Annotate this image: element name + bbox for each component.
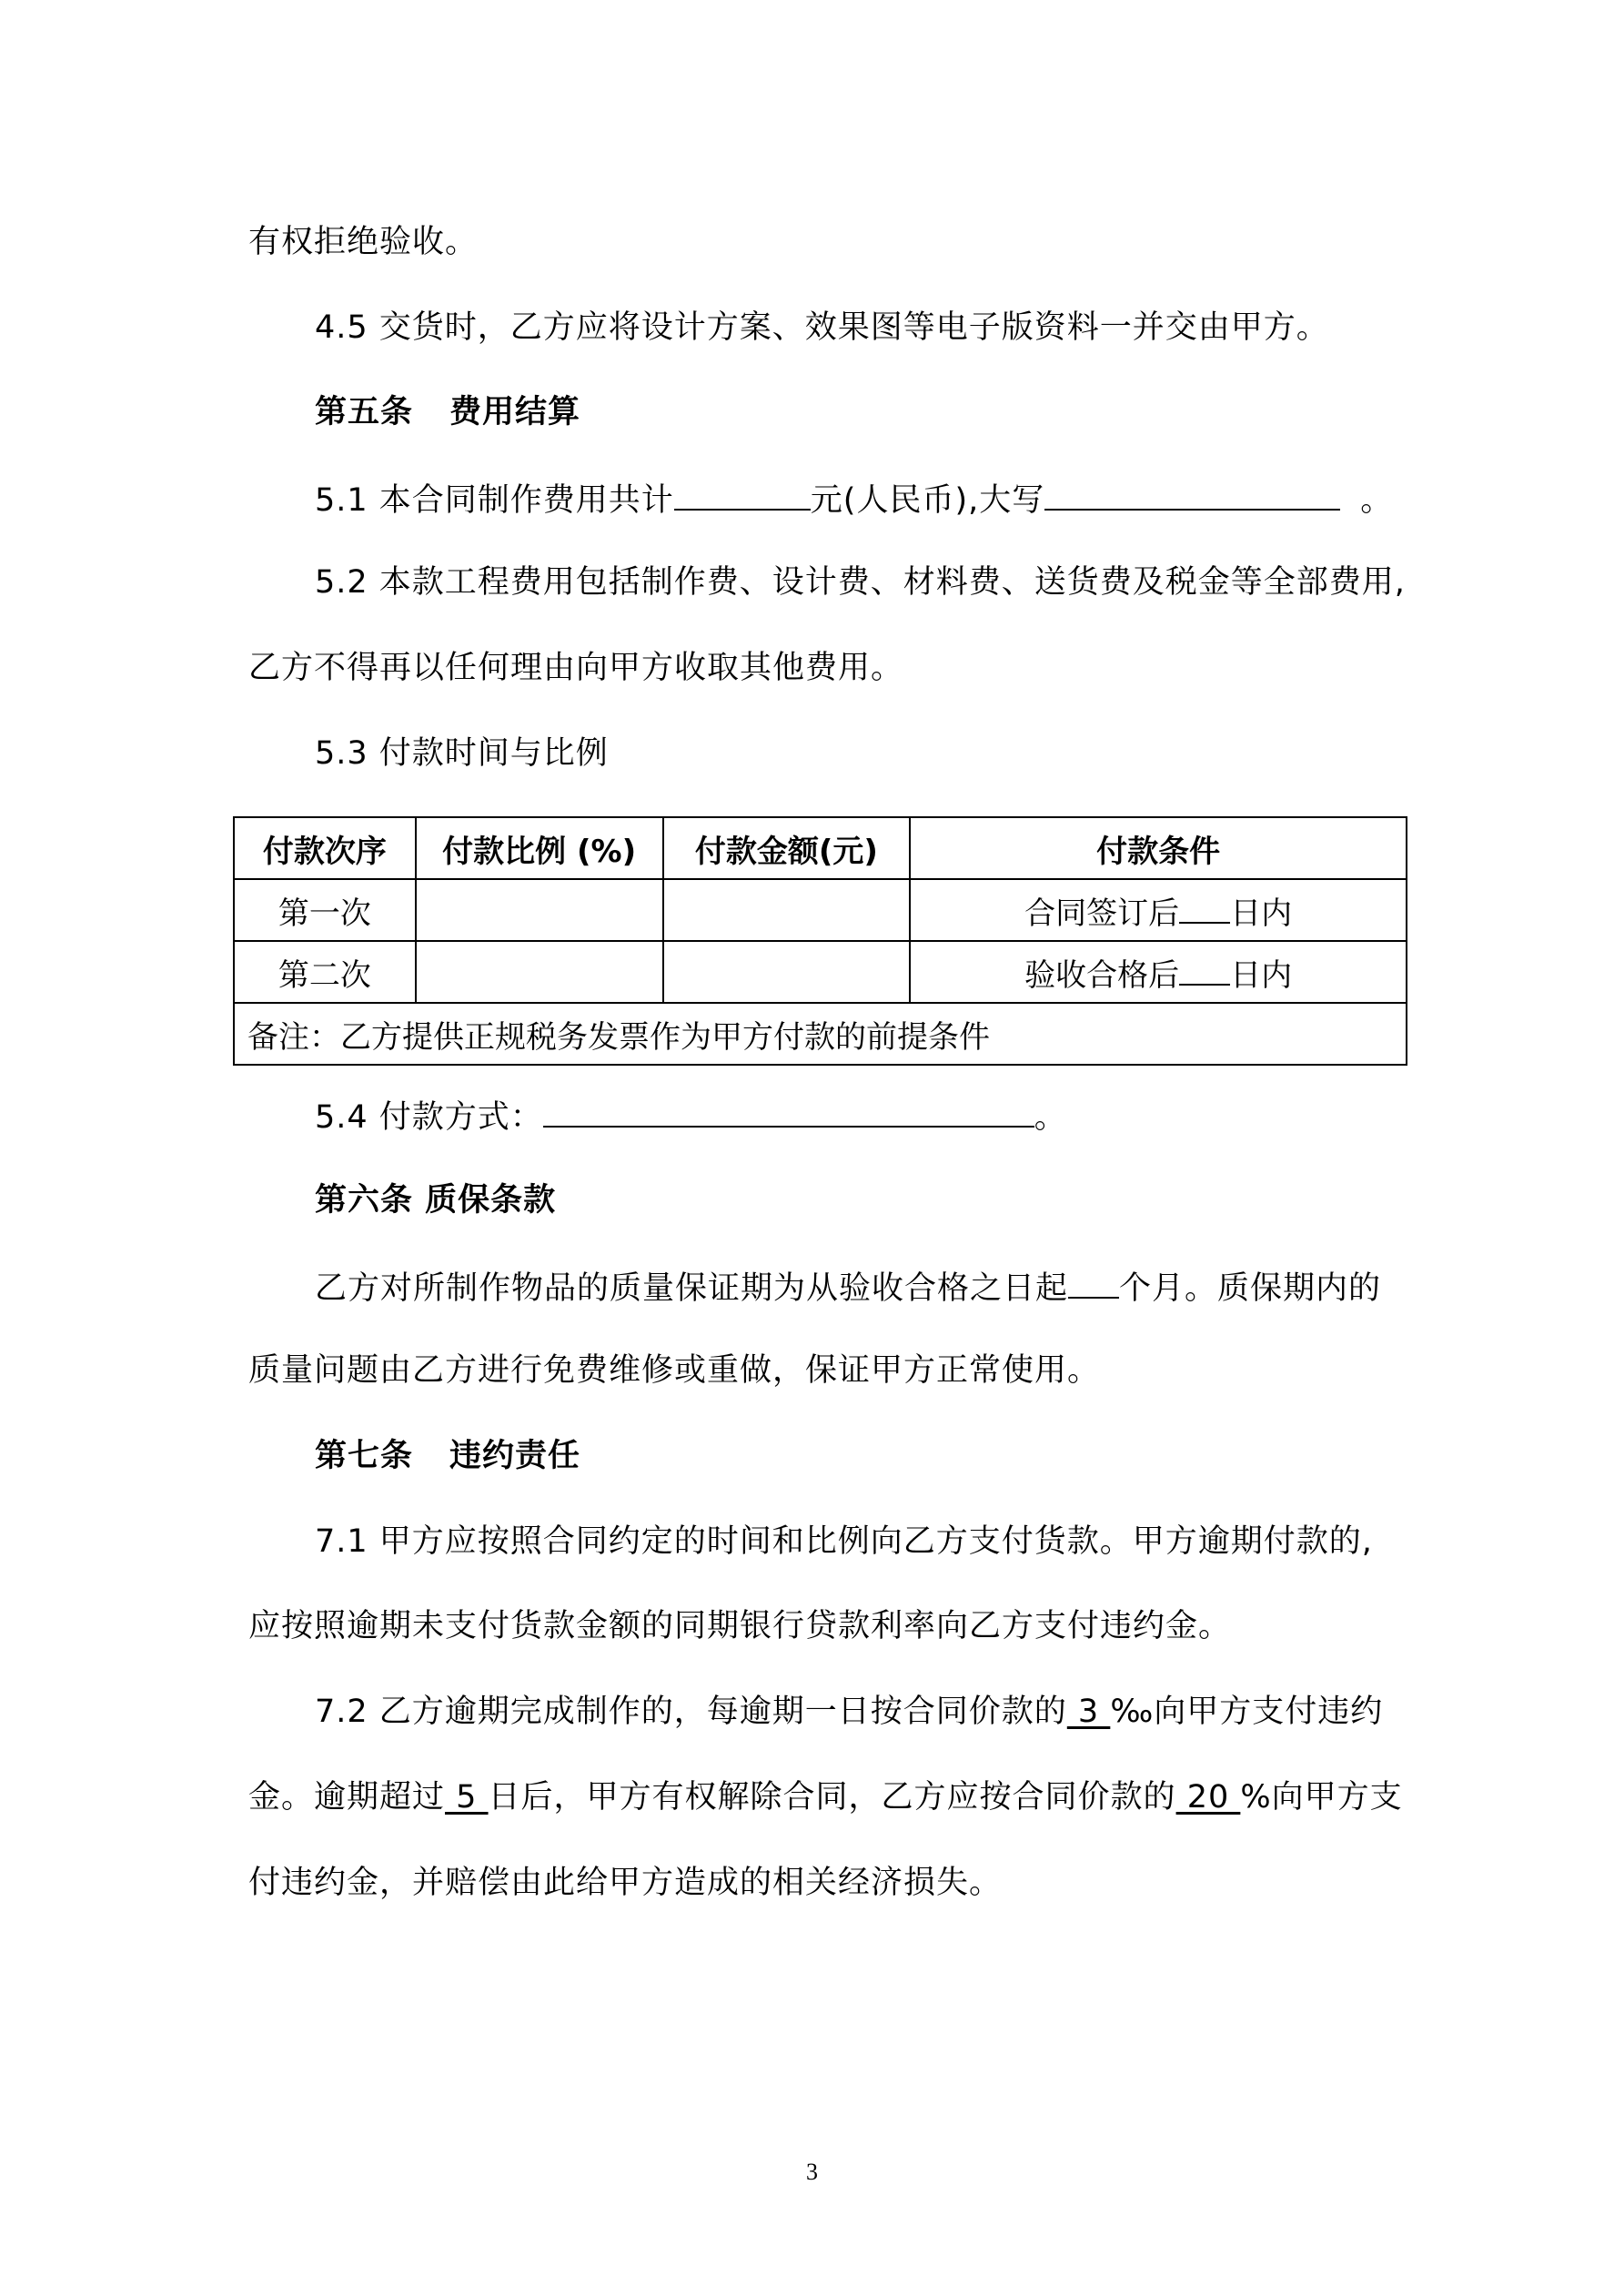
text: 乙方不得再以任何理由向甲方收取其他费用。 bbox=[248, 650, 904, 686]
condition-text: 日内 bbox=[1230, 895, 1293, 932]
table-row bbox=[234, 941, 1407, 1003]
text: 个月。质保期内的 bbox=[1119, 1270, 1382, 1307]
section-title: 费用结算 bbox=[449, 394, 581, 430]
text: 应按照逾期未支付货款金额的同期银行贷款利率向乙方支付违约金。 bbox=[248, 1608, 1232, 1644]
header-condition: 付款条件 bbox=[910, 817, 1407, 879]
cell-order: 第二次 bbox=[234, 941, 416, 1003]
table-header-row bbox=[234, 817, 1407, 879]
text: 有权拒绝验收。 bbox=[248, 224, 479, 260]
text: 5.1 本合同制作费用共计 bbox=[315, 482, 674, 519]
amount-blank bbox=[674, 480, 811, 511]
text: 4.5 交货时，乙方应将设计方案、效果图等电子版资料一并交由甲方。 bbox=[315, 309, 1329, 346]
text: 付违约金，并赔偿由此给甲方造成的相关经济损失。 bbox=[248, 1865, 1003, 1901]
cell-condition bbox=[910, 879, 1407, 941]
text: 5.4 付款方式： bbox=[315, 1099, 543, 1136]
clause-7-1-line1 bbox=[315, 1523, 1461, 1560]
section-number: 第七条 bbox=[315, 1438, 414, 1474]
clause-7-2-line3 bbox=[248, 1865, 1395, 1901]
header-order: 付款次序 bbox=[234, 817, 416, 879]
overdue-days-value: 5 bbox=[445, 1779, 489, 1816]
section-title: 违约责任 bbox=[449, 1438, 581, 1474]
section-6-heading bbox=[315, 1182, 1461, 1219]
clause-5-1 bbox=[315, 480, 1461, 519]
condition-text: 验收合格后 bbox=[1024, 956, 1180, 994]
header-amount: 付款金额(元) bbox=[663, 817, 911, 879]
paragraph-line bbox=[248, 224, 1395, 260]
cell-condition bbox=[910, 941, 1407, 1003]
amount-words-blank bbox=[1044, 480, 1340, 511]
text: 5.2 本款工程费用包括制作费、设计费、材料费、送货费及税金等全部费用, bbox=[315, 564, 1406, 601]
section-7-heading bbox=[315, 1438, 1461, 1474]
clause-5-2-line1 bbox=[315, 564, 1461, 601]
days-blank bbox=[1179, 955, 1230, 986]
clause-5-3 bbox=[315, 735, 1461, 772]
table-note-row bbox=[234, 1003, 1407, 1065]
section-6-line2 bbox=[248, 1352, 1395, 1389]
days-blank bbox=[1179, 893, 1230, 924]
text: 5.3 付款时间与比例 bbox=[315, 735, 609, 772]
condition-text: 合同签订后 bbox=[1024, 895, 1180, 932]
clause-7-2-line1 bbox=[315, 1694, 1461, 1730]
text: 元(人民币),大写 bbox=[810, 482, 1045, 519]
penalty-percent-value: 20 bbox=[1175, 1779, 1241, 1816]
section-title: 第六条 质保条款 bbox=[315, 1182, 557, 1219]
page-number: 3 bbox=[806, 2159, 818, 2185]
payment-method-blank bbox=[543, 1097, 1034, 1128]
text: 。 bbox=[1360, 482, 1394, 519]
clause-5-4 bbox=[315, 1097, 1461, 1136]
table-note: 备注：乙方提供正规税务发票作为甲方付款的前提条件 bbox=[234, 1003, 1407, 1065]
section-number: 第五条 bbox=[315, 394, 414, 430]
text: 。 bbox=[1034, 1099, 1067, 1136]
payment-table bbox=[233, 816, 1407, 1066]
clause-7-1-line2 bbox=[248, 1608, 1395, 1644]
header-ratio: 付款比例 (%) bbox=[416, 817, 663, 879]
clause-5-2-line2 bbox=[248, 650, 1395, 686]
text: 日后，甲方有权解除合同，乙方应按合同价款的 bbox=[488, 1779, 1176, 1816]
text: 乙方对所制作物品的质量保证期为从验收合格之日起 bbox=[315, 1270, 1069, 1307]
cell-order: 第一次 bbox=[234, 879, 416, 941]
clause-7-2-line2 bbox=[248, 1779, 1403, 1816]
section-6-line1 bbox=[315, 1268, 1461, 1307]
cell-ratio bbox=[416, 879, 663, 941]
section-5-heading bbox=[315, 394, 1461, 430]
text: 金。逾期超过 bbox=[248, 1779, 446, 1816]
clause-4-5 bbox=[315, 309, 1461, 346]
text: 7.1 甲方应按照合同约定的时间和比例向乙方支付货款。甲方逾期付款的, bbox=[315, 1523, 1373, 1560]
text: %向甲方支 bbox=[1240, 1779, 1403, 1816]
cell-amount bbox=[663, 941, 911, 1003]
text: 7.2 乙方逾期完成制作的，每逾期一日按合同价款的 bbox=[315, 1694, 1067, 1730]
text: 质量问题由乙方进行免费维修或重做，保证甲方正常使用。 bbox=[248, 1352, 1101, 1389]
penalty-rate-value: 3 bbox=[1066, 1694, 1111, 1730]
cell-amount bbox=[663, 879, 911, 941]
cell-ratio bbox=[416, 941, 663, 1003]
warranty-months-blank bbox=[1068, 1268, 1119, 1299]
condition-text: 日内 bbox=[1230, 956, 1293, 994]
table-row bbox=[234, 879, 1407, 941]
text: ‰向甲方支付违约 bbox=[1110, 1694, 1384, 1730]
